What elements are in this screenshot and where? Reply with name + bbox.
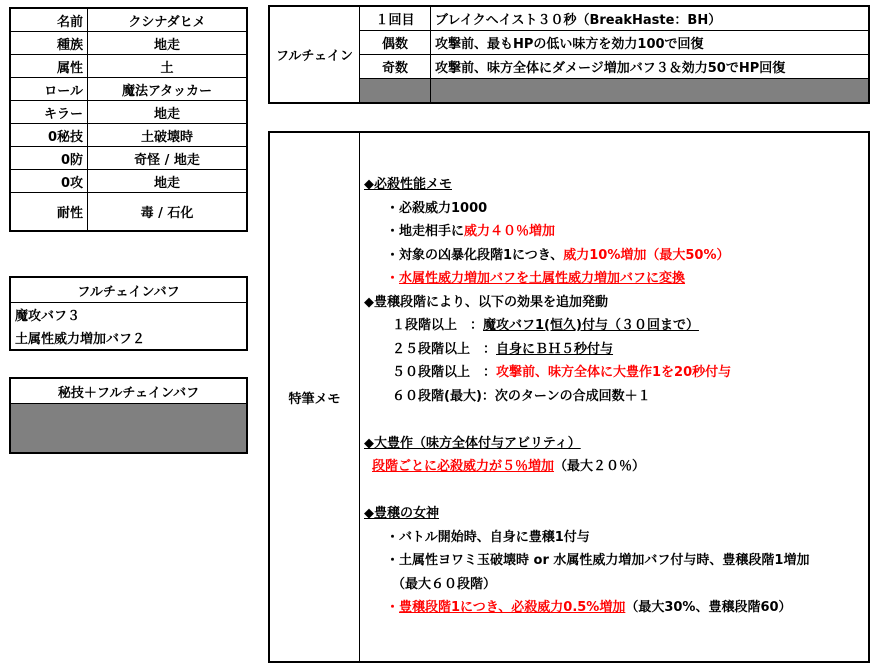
full-chain-buff-table bbox=[9, 276, 248, 351]
memo-content bbox=[360, 132, 870, 662]
full-chain-cond: １回目 bbox=[360, 6, 431, 31]
memo-text: 魔攻バフ1(恒久)付与（３０回まで） bbox=[483, 318, 699, 333]
profile-row-race bbox=[10, 32, 247, 55]
profile-label: キラー bbox=[10, 101, 88, 124]
memo-line bbox=[364, 244, 868, 268]
profile-value: 魔法アタッカー bbox=[88, 78, 248, 101]
profile-label: ロール bbox=[10, 78, 88, 101]
profile-row-defense bbox=[10, 147, 247, 170]
full-chain-text: 攻撃前、味方全体にダメージ増加バフ３＆効力50でHP回復 bbox=[431, 55, 870, 79]
memo-line bbox=[364, 361, 868, 385]
full-chain-table bbox=[268, 5, 870, 104]
profile-label: 0攻 bbox=[10, 170, 88, 193]
profile-value: 奇怪 / 地走 bbox=[88, 147, 248, 170]
memo-text: ２５段階以上 ： bbox=[392, 341, 497, 357]
memo-table bbox=[268, 131, 870, 663]
memo-text: ・ bbox=[386, 600, 400, 615]
full-chain-empty-cell bbox=[431, 79, 870, 104]
memo-line: ・必殺威力1000 bbox=[386, 200, 488, 216]
memo-line: ・土属性ヨワミ玉破壊時 or 水属性威力増加バフ付与時、豊穣段階1増加 bbox=[386, 553, 810, 568]
profile-row-role bbox=[10, 78, 247, 101]
full-chain-empty-cell bbox=[360, 79, 431, 104]
memo-highlight: 攻撃前、味方全体に大豊作1を20秒付与 bbox=[496, 365, 732, 380]
profile-label: 名前 bbox=[10, 8, 88, 32]
memo-section-title: ◆必殺性能メモ bbox=[364, 177, 452, 192]
profile-label: 0秘技 bbox=[10, 124, 88, 147]
memo-highlight: 豊穣段階1につき、必殺威力0.5%増加 bbox=[399, 600, 626, 615]
profile-row-attribute bbox=[10, 55, 247, 78]
memo-label: 特筆メモ bbox=[269, 132, 360, 662]
memo-highlight: 威力４０％増加 bbox=[464, 224, 556, 239]
memo-section-title: ◆豊穣の女神 bbox=[364, 506, 439, 521]
full-chain-text: 攻撃前、最もHPの低い味方を効力100で回復 bbox=[431, 31, 870, 55]
memo-line bbox=[364, 338, 868, 362]
secret-full-chain-buff-table bbox=[9, 377, 248, 454]
memo-text: ・地走相手に bbox=[386, 224, 465, 239]
full-chain-buff-title: フルチェインバフ bbox=[10, 277, 247, 303]
memo-spacer bbox=[364, 479, 868, 503]
profile-value: 地走 bbox=[88, 101, 248, 124]
memo-line bbox=[364, 596, 868, 620]
profile-value: 土 bbox=[88, 55, 248, 78]
full-chain-buff-item: 土属性威力増加バフ２ bbox=[15, 332, 146, 347]
memo-section-title: ◆大豊作（味方全体付与アビリティ） bbox=[364, 435, 581, 451]
profile-row-resistance bbox=[10, 193, 247, 232]
memo-line bbox=[364, 267, 868, 291]
memo-text: ５０段階以上 ： bbox=[392, 365, 497, 380]
memo-line: ・バトル開始時、自身に豊穣1付与 bbox=[386, 529, 590, 545]
profile-value: 地走 bbox=[88, 170, 248, 193]
memo-highlight: 段階ごとに必殺威力が５％増加 bbox=[372, 459, 555, 474]
profile-row-killer bbox=[10, 101, 247, 124]
full-chain-text: ブレイクヘイスト３０秒（BreakHaste：BH） bbox=[431, 6, 870, 31]
memo-text: ・対象の凶暴化段階1につき、 bbox=[386, 247, 564, 263]
full-chain-buff-item: 魔攻バフ３ bbox=[15, 309, 81, 324]
memo-line bbox=[364, 455, 868, 479]
secret-full-chain-buff-title: 秘技＋フルチェインバフ bbox=[10, 378, 247, 404]
profile-value: 毒 / 石化 bbox=[88, 193, 248, 232]
full-chain-row bbox=[269, 55, 869, 79]
full-chain-row bbox=[269, 31, 869, 55]
memo-text: ・ bbox=[386, 271, 400, 286]
profile-value: 地走 bbox=[88, 32, 248, 55]
profile-value: 土破壊時 bbox=[88, 124, 248, 147]
profile-row-secret bbox=[10, 124, 247, 147]
secret-full-chain-buff-empty bbox=[10, 404, 247, 454]
profile-row-attack bbox=[10, 170, 247, 193]
memo-line bbox=[364, 220, 868, 244]
profile-label: 0防 bbox=[10, 147, 88, 170]
profile-label: 耐性 bbox=[10, 193, 88, 232]
memo-text: （最大２０％） bbox=[554, 459, 646, 474]
full-chain-row bbox=[269, 6, 869, 31]
profile-value: クシナダヒメ bbox=[88, 8, 248, 32]
memo-line bbox=[364, 314, 868, 338]
profile-label: 種族 bbox=[10, 32, 88, 55]
memo-text: （最大30%、豊穣段階60） bbox=[625, 600, 792, 615]
memo-text: １段階以上 ： bbox=[392, 318, 484, 333]
memo-highlight: 水属性威力増加バフを土属性威力増加バフに変換 bbox=[399, 271, 686, 286]
profile-row-name bbox=[10, 8, 247, 32]
full-chain-label: フルチェイン bbox=[269, 6, 360, 103]
memo-section-title: ◆豊穣段階により、以下の効果を追加発動 bbox=[364, 294, 608, 310]
full-chain-cond: 偶数 bbox=[360, 31, 431, 55]
full-chain-row-empty bbox=[269, 79, 869, 104]
profile-table bbox=[9, 7, 248, 232]
memo-spacer bbox=[364, 408, 868, 432]
memo-line: （最大６０段階） bbox=[392, 576, 497, 592]
profile-label: 属性 bbox=[10, 55, 88, 78]
full-chain-cond: 奇数 bbox=[360, 55, 431, 79]
memo-highlight: 威力10%増加（最大50%） bbox=[563, 247, 730, 263]
memo-line: ６０段階(最大)：次のターンの合成回数＋１ bbox=[392, 388, 651, 404]
memo-text: 自身にＢＨ５秒付与 bbox=[496, 341, 614, 357]
